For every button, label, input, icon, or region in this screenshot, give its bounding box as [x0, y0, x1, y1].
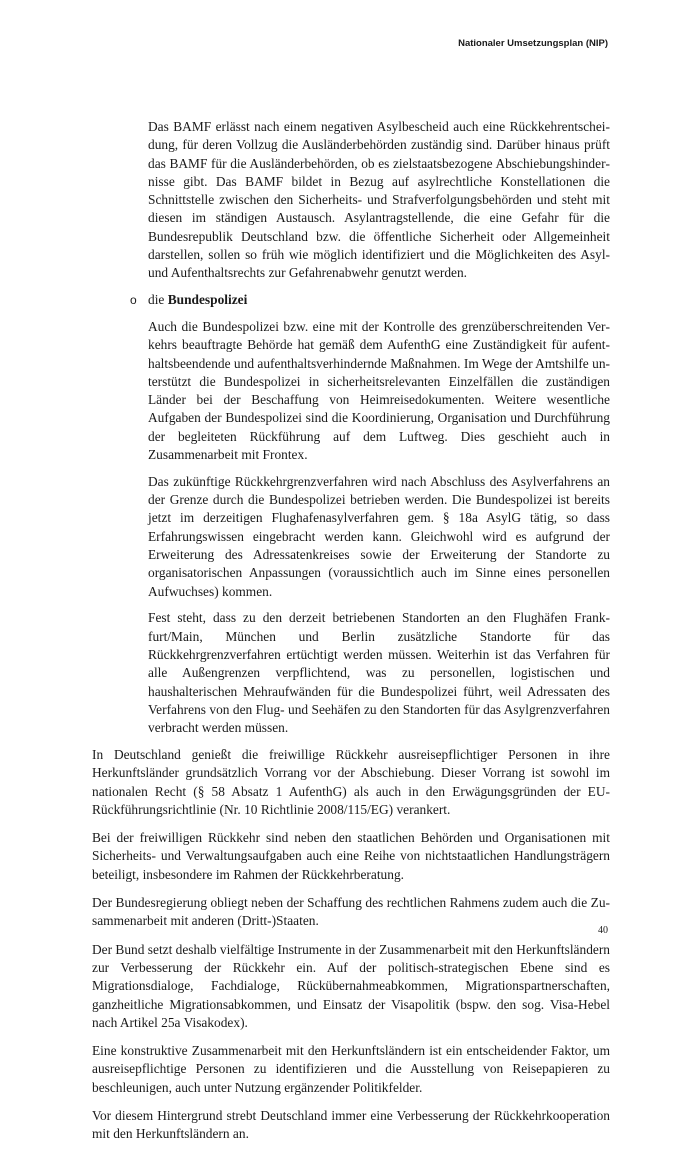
list-item-bundespolizei: [130, 291, 610, 309]
paragraph-main-2: Bei der freiwilligen Rückkehr sind neben den staatlichen Behörden und Organisationen mit Sicherheits- und Verwaltungsaufgaben auch eine Reihe von nichtstaatlichen Handlungsträgern beteiligt, insbesondere im Rahmen der Rückkehrberatung.: [92, 830, 610, 882]
paragraph-bundespolizei-3: Fest steht, dass zu den derzeit betriebenen Standorten an den Flughäfen Frankfurt/Main, München und Berlin zusätzliche Standorte für das Rückkehrgrenzverfahren ertüchtigt werden müssen. Weiterhin ist das Verfahren für alle Außengrenzen verpflichtend, was zu personellen, logistischen und haushalterischen Mehraufwänden für die Bundespolizei führt, weil Adressaten des Verfahrens von den Flug- und Seehäfen zu den Standorten für das Asylgrenzverfahren verbracht werden müssen.: [148, 610, 610, 736]
paragraph-bamf: Das BAMF erlässt nach einem negativen Asylbescheid auch eine Rückkehrentscheidung, für deren Vollzug die Ausländerbehörden zuständig sind. Darüber hinaus prüft das BAMF für die Ausländerbehörden, ob es zielstaatsbezogene Abschiebungshindernisse gibt. Das BAMF bildet in Bezug auf asylrechtliche Konstellationen die Schnittstelle zwischen den Sicherheits- und Strafverfolgungsbehörden und steht mit diesen im ständigen Austausch. Asylantragstellende, die eine Gefahr für die Bundesrepublik Deutschland bzw. die öffentliche Sicherheit oder Allgemeinheit darstellen, sollen so früh wie möglich identifiziert und die Möglichkeiten des Asyl- und Aufenthaltsrechts zur Gefahrenabwehr genutzt werden.: [148, 119, 610, 281]
page-number: 40: [598, 925, 608, 936]
main-text-block: [92, 746, 610, 1144]
page-content: [92, 118, 610, 1154]
indented-block-bamf: [148, 118, 610, 283]
paragraph-main-6: Vor diesem Hintergrund strebt Deutschland immer eine Verbesserung der Rückkehrkooperation mit den Herkunftsländern an.: [92, 1108, 610, 1142]
bullet-prefix: die: [148, 292, 165, 308]
paragraph-main-1: In Deutschland genießt die freiwillige Rückkehr ausreisepflichtiger Personen in ihre Herkunftsländer grundsätzlich Vorrang vor der Abschiebung. Dieser Vorrang ist sowohl im nationalen Recht (§ 58 Absatz 1 AufenthG) als auch in den Erwägungsgründen der EU-Rückführungsrichtlinie (Nr. 10 Richtlinie 2008/115/EG) verankert.: [92, 747, 610, 817]
paragraph-bundespolizei-2: Das zukünftige Rückkehrgrenzverfahren wird nach Abschluss des Asylverfahrens an der Grenze durch die Bundespolizei betrieben werden. Die Bundespolizei ist bereits jetzt im derzeitigen Flughafenasylverfahren gem. § 18a AsylG tätig, so dass Erfahrungswissen eingebracht werden kann. Gleichwohl wird es aufgrund der Erweiterung des Adressatenkreises sowie der Erweiterung der Standorte zu organisatorischen Anpassungen (voraussichtlich auch im Sinne eines personellen Aufwuchses) kommen.: [148, 473, 610, 599]
running-header: Nationaler Umsetzungsplan (NIP): [458, 38, 608, 49]
indented-block-bundespolizei: [148, 318, 610, 738]
bullet-term: Bundespolizei: [167, 292, 248, 308]
paragraph-main-5: Eine konstruktive Zusammenarbeit mit den Herkunftsländern ist ein entscheidender Faktor, um ausreisepflichtige Personen zu identifizieren und die Ausstellung von Reisepapieren zu beschleunigen, auch unter Nutzung ergänzender Politikfelder.: [92, 1043, 610, 1095]
bullet-marker: o: [130, 293, 137, 308]
bullet-text: [148, 291, 247, 309]
paragraph-bundespolizei-1: Auch die Bundespolizei bzw. eine mit der Kontrolle des grenzüberschreitenden Verkehrs beauftragte Behörde hat gemäß dem AufenthG eine Zuständigkeit für aufenthaltsbeendende und aufenthaltsverhindernde Maßnahmen. Im Wege der Amtshilfe unterstützt die Bundespolizei in sicherheitsrelevanten Einzelfällen die zuständigen Länder bei der Beschaffung von Heimreisedokumenten. Weitere wesentliche Aufgaben der Bundespolizei sind die Koordinierung, Organisation und Durchführung der begleiteten Rückführung auf dem Luftweg. Dies geschieht auch in Zusammenarbeit mit Frontex.: [148, 318, 610, 463]
paragraph-main-4: Der Bund setzt deshalb vielfältige Instrumente in der Zusammenarbeit mit den Herkunftsländern zur Verbesserung der Rückkehr ein. Auf der politisch-strategischen Ebene sind es Migrationsdialoge, Fachdialoge, Rückübernahmeabkommen, Migrationspartnerschaften, ganzheitliche Migrationsabkommen, und Einsatz der Visapolitik (bspw. den sog. Visa-Hebel nach Artikel 25a Visakodex).: [92, 941, 610, 1030]
paragraph-main-3: Der Bundesregierung obliegt neben der Schaffung des rechtlichen Rahmens zudem auch die Zusammenarbeit mit anderen (Dritt-)Staaten.: [92, 895, 610, 929]
